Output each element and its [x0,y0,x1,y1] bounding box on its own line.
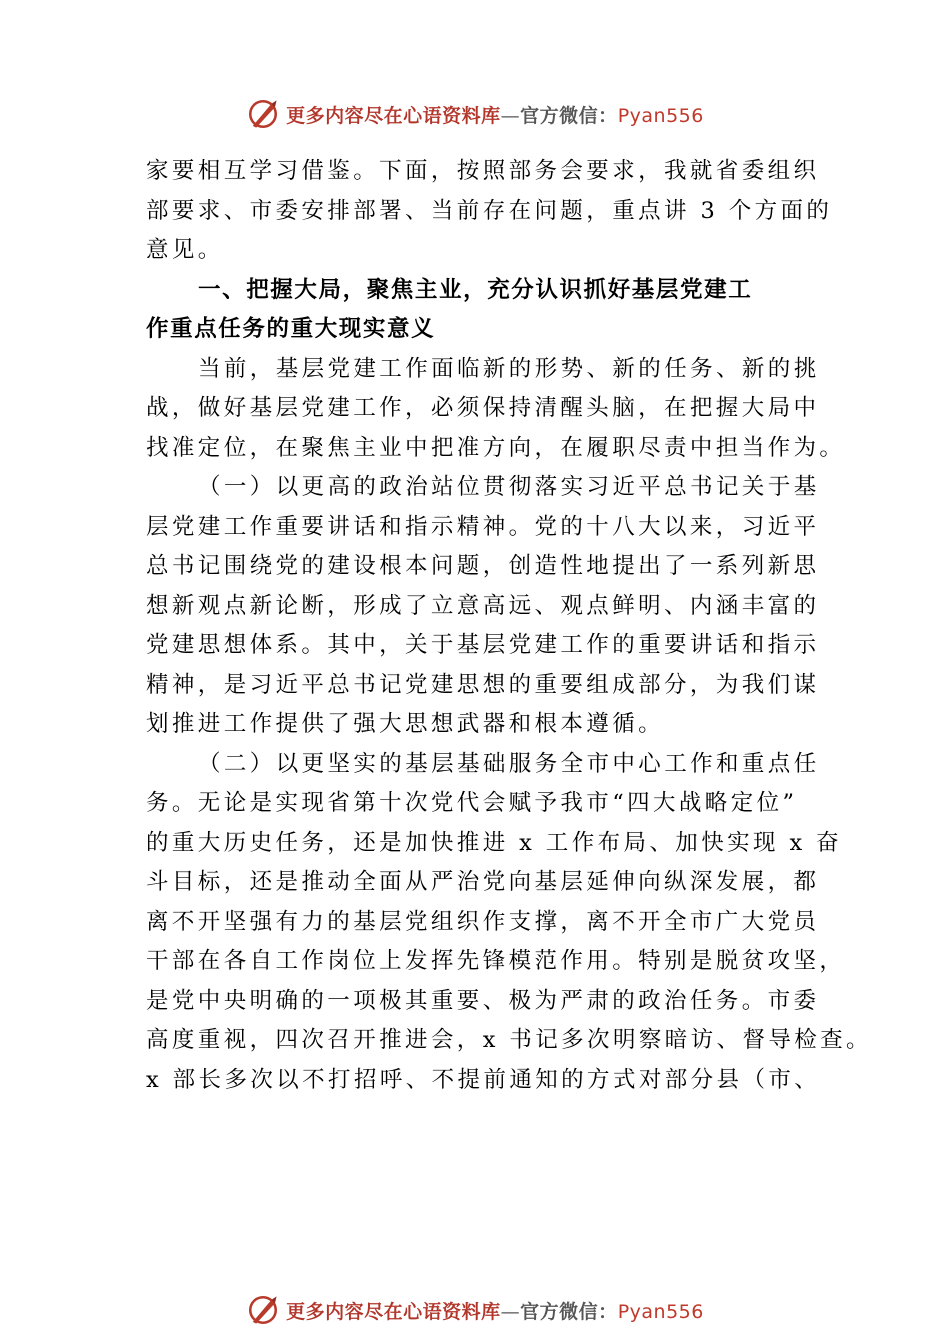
text-line-17: 务。无论是实现省第十次党代会赋予我市“四大战略定位” [146,790,798,816]
header-watermark-banner [0,94,950,134]
watermark-wechat-label: 官方微信： [520,104,618,127]
text-line-16: （二）以更坚实的基层基础服务全市中心工作和重点任 [198,750,820,777]
watermark-separator: — [500,1300,521,1323]
text-line-22: 是党中央明确的一项极其重要、极为严肃的政治任务。市委 [146,987,820,1014]
document-body [146,152,872,1100]
text-line-14: 精神，是习近平总书记党建思想的重要组成部分，为我们谋 [146,671,820,698]
text-line-24: x 部长多次以不打招呼、不提前通知的方式对部分县（市、 [146,1066,821,1093]
text-line-23: 高度重视，四次召开推进会，x 书记多次明察暗访、督导检查。 [146,1027,872,1053]
watermark-wechat-account: Pyan556 [617,1300,704,1323]
text-line-18: 的重大历史任务，还是加快推进 x 工作布局、加快实现 x 奋 [146,829,842,856]
text-line-19: 斗目标，还是推动全面从严治党向基层延伸向纵深发展，都 [146,869,820,895]
watermark-wechat-label: 官方微信： [520,1300,618,1323]
watermark-separator: — [500,104,521,127]
section-heading-line-2: 作重点任务的重大现实意义 [146,316,436,342]
text-line-20: 离不开坚强有力的基层党组织作支撑，离不开全市广大党员 [146,908,820,935]
text-line-11: 总书记围绕党的建设根本问题，创造性地提出了一系列新思 [146,553,820,579]
text-line-21: 干部在各自工作岗位上发挥先锋模范作用。特别是脱贫攻坚， [146,948,846,974]
text-line-6: 当前，基层党建工作面临新的形势、新的任务、新的挑 [198,355,820,382]
text-line-12: 想新观点新论断，形成了立意高远、观点鲜明、内涵丰富的 [146,592,820,619]
section-heading-line-1: 一、把握大局，聚焦主业，充分认识抓好基层党建工 [198,276,753,303]
text-line-15: 划推进工作提供了强大思想武器和根本遵循。 [146,711,665,737]
watermark-site-name: 更多内容尽在心语资料库 [286,1300,501,1323]
text-line-10: 层党建工作重要讲话和指示精神。党的十八大以来，习近平 [146,513,820,540]
watermark-site-name: 更多内容尽在心语资料库 [286,104,501,127]
pen-logo-icon [246,1293,280,1327]
text-line-8: 找准定位，在聚焦主业中把准方向，在履职尽责中担当作为。 [146,434,846,461]
text-line-3: 意见。 [146,237,224,263]
text-line-9: （一）以更高的政治站位贯彻落实习近平总书记关于基 [198,474,820,500]
watermark-text [286,101,704,128]
text-line-1: 家要相互学习借鉴。下面，按照部务会要求，我就省委组织 [146,158,820,184]
watermark-text [286,1297,704,1324]
watermark-wechat-account: Pyan556 [617,104,704,127]
text-line-7: 战，做好基层党建工作，必须保持清醒头脑，在把握大局中 [146,395,820,421]
pen-logo-icon [246,97,280,131]
text-line-13: 党建思想体系。其中，关于基层党建工作的重要讲话和指示 [146,632,820,658]
text-line-2: 部要求、市委安排部署、当前存在问题，重点讲 3 个方面的 [146,197,833,224]
footer-watermark-banner [0,1290,950,1330]
